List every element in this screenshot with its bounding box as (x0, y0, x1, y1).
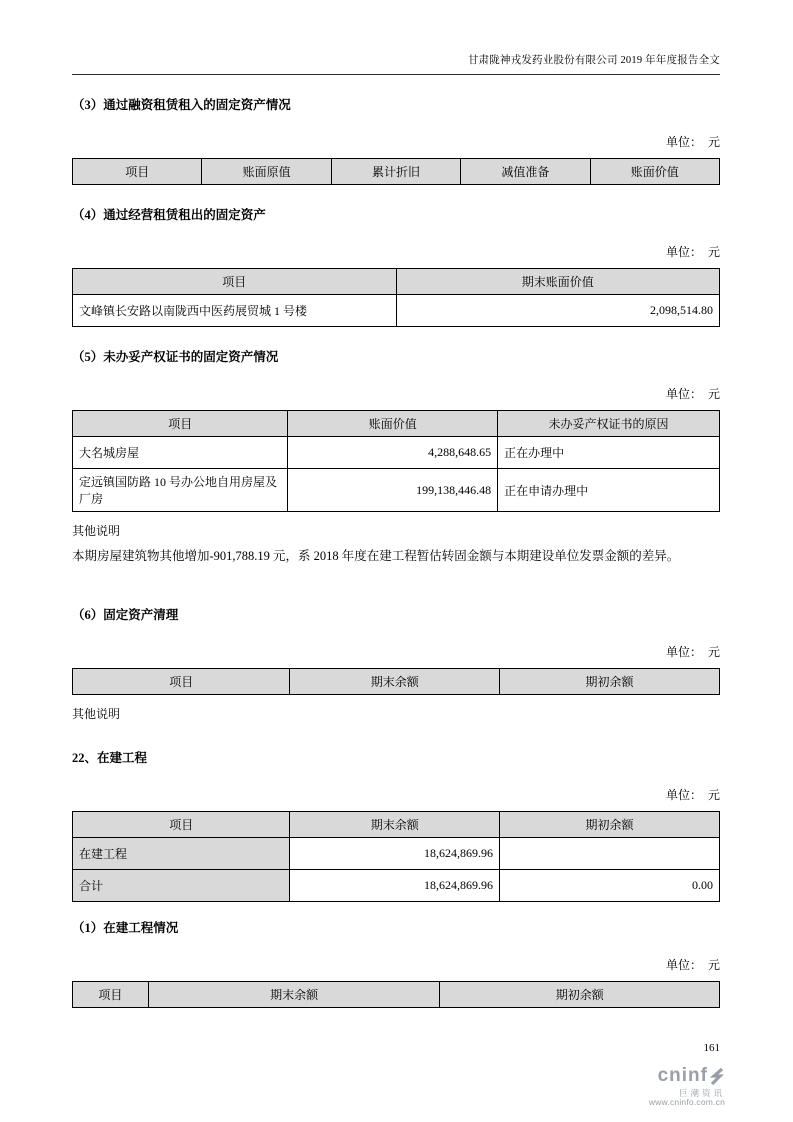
table-row (73, 295, 720, 327)
cell-value: 4,288,648.65 (288, 437, 498, 469)
unit-label-s22: 单位： 元 (665, 788, 720, 802)
cell-value: 2,098,514.80 (396, 295, 720, 327)
assets-without-certificate-table (72, 410, 720, 512)
header-cell-ending-balance: 期末余额 (290, 669, 500, 695)
header-cell-original-value: 账面原值 (202, 159, 331, 185)
header-cell-book-value: 账面价值 (590, 159, 719, 185)
header-cell-item: 项目 (73, 812, 290, 838)
cell-value: 199,138,446.48 (288, 469, 498, 512)
unit-label-s6: 单位： 元 (665, 645, 720, 659)
header-cell-ending-book-value: 期末账面价值 (396, 269, 720, 295)
header-cell-ending-balance: 期末余额 (290, 812, 500, 838)
cell-beginning-balance (500, 838, 720, 870)
header-cell-reason: 未办妥产权证书的原因 (498, 411, 720, 437)
cell-item: 合计 (73, 870, 290, 902)
table-row (73, 437, 720, 469)
logo-caption: 巨潮资讯 (678, 1087, 725, 1098)
cell-ending-balance: 18,624,869.96 (290, 838, 500, 870)
header-cell-impairment-provision: 减值准备 (461, 159, 590, 185)
table-row (73, 870, 720, 902)
section-22-1-title: （1）在建工程情况 (72, 921, 179, 935)
page-number: 161 (703, 1042, 720, 1054)
table-row (73, 469, 720, 512)
cell-item: 在建工程 (73, 838, 290, 870)
other-note-text-s5: 本期房屋建筑物其他增加-901,788.19 元，系 2018 年度在建工程暂估转固金额与本期建设单位发票金额的差异。 (72, 549, 680, 563)
cell-item: 定远镇国防路 10 号办公地自用房屋及厂房 (73, 469, 288, 512)
header-cell-beginning-balance: 期初余额 (500, 812, 720, 838)
construction-in-progress-detail-table (72, 981, 720, 1008)
document-header: 甘肃陇神戎发药业股份有限公司 2019 年年度报告全文 (72, 52, 720, 75)
construction-in-progress-table (72, 811, 720, 902)
section-6-title: （6）固定资产清理 (72, 608, 179, 622)
section-5-title: （5）未办妥产权证书的固定资产情况 (72, 350, 279, 364)
section-22-title: 22、在建工程 (72, 751, 148, 765)
logo-wordmark: cninf (657, 1065, 708, 1086)
cell-item: 文峰镇长安路以南陇西中医药展贸城 1 号楼 (73, 295, 397, 327)
header-cell-item: 项目 (73, 411, 288, 437)
table-header-row (73, 411, 720, 437)
other-note-label-s6: 其他说明 (72, 707, 121, 721)
logo-url: www.cninfo.com.cn (648, 1097, 725, 1108)
fixed-assets-disposal-table (72, 668, 720, 695)
table-header-row (73, 812, 720, 838)
lightning-icon (710, 1068, 725, 1087)
unit-label-s22-1: 单位： 元 (665, 958, 720, 972)
header-cell-ending-balance: 期末余额 (148, 982, 440, 1008)
other-note-label-s5: 其他说明 (72, 524, 121, 538)
cell-ending-balance: 18,624,869.96 (290, 870, 500, 902)
header-cell-item: 项目 (73, 669, 290, 695)
header-cell-item: 项目 (73, 269, 397, 295)
header-cell-item: 项目 (73, 982, 149, 1008)
section-3-title: （3）通过融资租赁租入的固定资产情况 (72, 98, 291, 112)
table-header-row (73, 269, 720, 295)
header-cell-beginning-balance: 期初余额 (440, 982, 720, 1008)
cell-beginning-balance: 0.00 (500, 870, 720, 902)
header-cell-beginning-balance: 期初余额 (500, 669, 720, 695)
header-cell-book-value: 账面价值 (288, 411, 498, 437)
table-header-row (73, 982, 720, 1008)
cell-item: 大名城房屋 (73, 437, 288, 469)
operating-lease-out-assets-table (72, 268, 720, 327)
cell-reason: 正在办理中 (498, 437, 720, 469)
table-header-row (73, 669, 720, 695)
logo-wordmark-row (649, 1066, 725, 1087)
finance-lease-in-assets-table (72, 158, 720, 185)
table-row (73, 838, 720, 870)
table-header-row (73, 159, 720, 185)
unit-label-s4: 单位： 元 (665, 245, 720, 259)
header-cell-item: 项目 (73, 159, 202, 185)
section-4-title: （4）通过经营租赁租出的固定资产 (72, 208, 266, 222)
header-cell-accumulated-depreciation: 累计折旧 (331, 159, 460, 185)
cninfo-logo (649, 1066, 725, 1108)
unit-label-s5: 单位： 元 (665, 387, 720, 401)
unit-label-s3: 单位： 元 (665, 135, 720, 149)
cell-reason: 正在申请办理中 (498, 469, 720, 512)
